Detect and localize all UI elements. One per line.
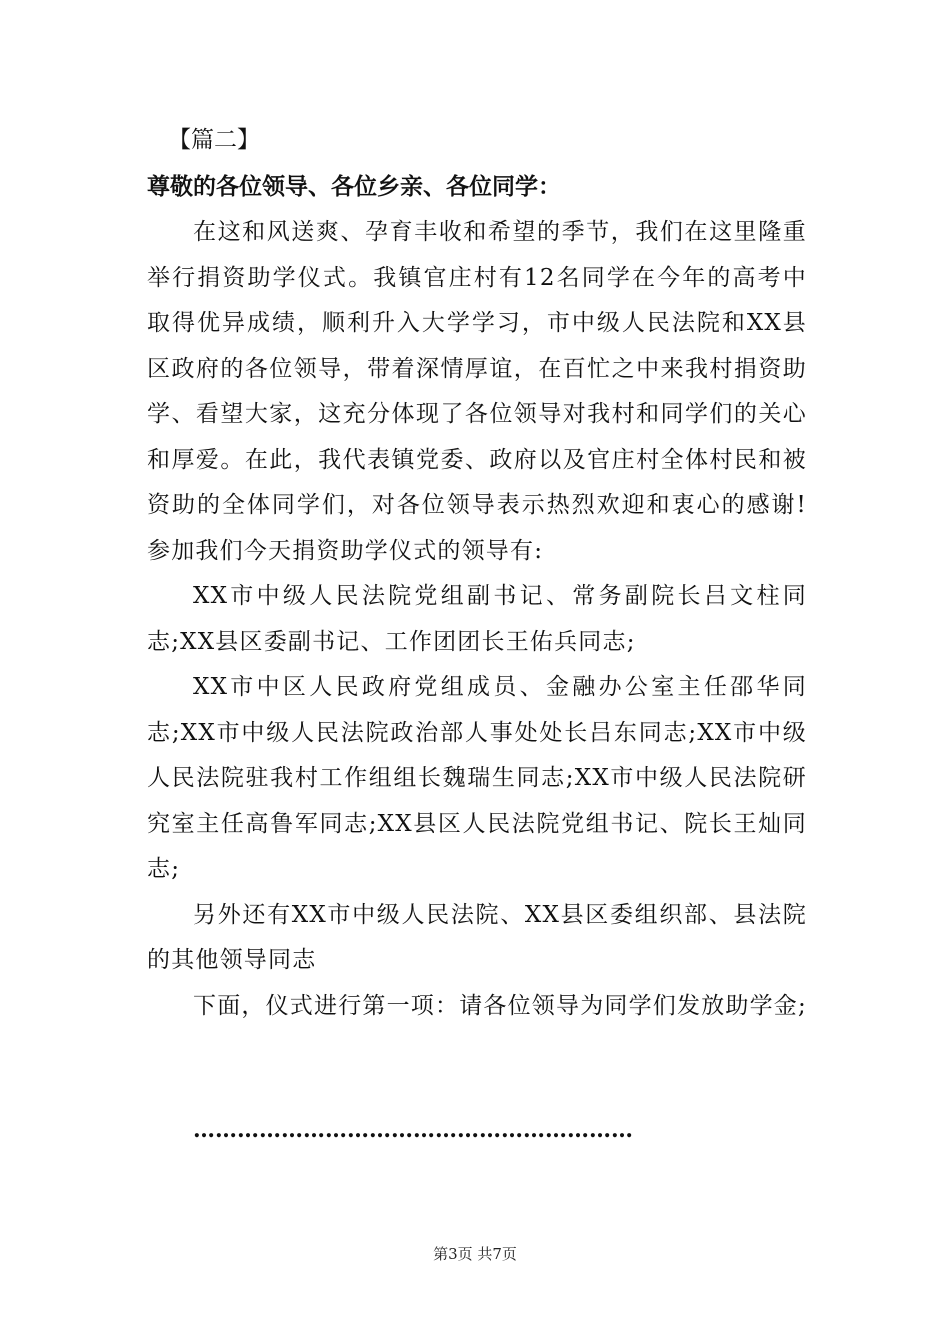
salutation: 尊敬的各位领导、各位乡亲、各位同学： bbox=[147, 174, 561, 200]
paragraph-leaders-1: XX市中级人民法院党组副书记、常务副院长吕文柱同志;XX县区委副书记、工作团团长王佑兵同志; bbox=[147, 583, 807, 655]
paragraph-first-item: 下面，仪式进行第一项：请各位领导为同学们发放助学金; bbox=[193, 992, 807, 1019]
page-number: 第3页 共7页 bbox=[433, 1245, 517, 1263]
paragraph-others: 另外还有XX市中级人民法院、XX县区委组织部、县法院的其他领导同志 bbox=[147, 901, 807, 973]
section-heading: 【篇二】 bbox=[168, 127, 260, 153]
ellipsis-line: …………………………………………………… bbox=[193, 1117, 633, 1143]
body-text bbox=[147, 210, 807, 1029]
paragraph-intro: 在这和风送爽、孕育丰收和希望的季节，我们在这里隆重举行捐资助学仪式。我镇官庄村有12名同学在今年的高考中取得优异成绩，顺利升入大学学习，市中级人民法院和XX县区政府的各位领导，带着深情厚谊，在百忙之中来我村捐资助学、看望大家，这充分体现了各位领导对我村和同学们的关心和厚爱。在此，我代表镇党委、政府以及官庄村全体村民和被资助的全体同学们，对各位领导表示热烈欢迎和衷心的感谢!参加我们今天捐资助学仪式的领导有: bbox=[147, 219, 807, 564]
paragraph-leaders-2: XX市中区人民政府党组成员、金融办公室主任邵华同志;XX市中级人民法院政治部人事处处长吕东同志;XX市中级人民法院驻我村工作组组长魏瑞生同志;XX市中级人民法院研究室主任高鲁军同志;XX县区人民法院党组书记、院长王灿同志; bbox=[147, 674, 807, 882]
